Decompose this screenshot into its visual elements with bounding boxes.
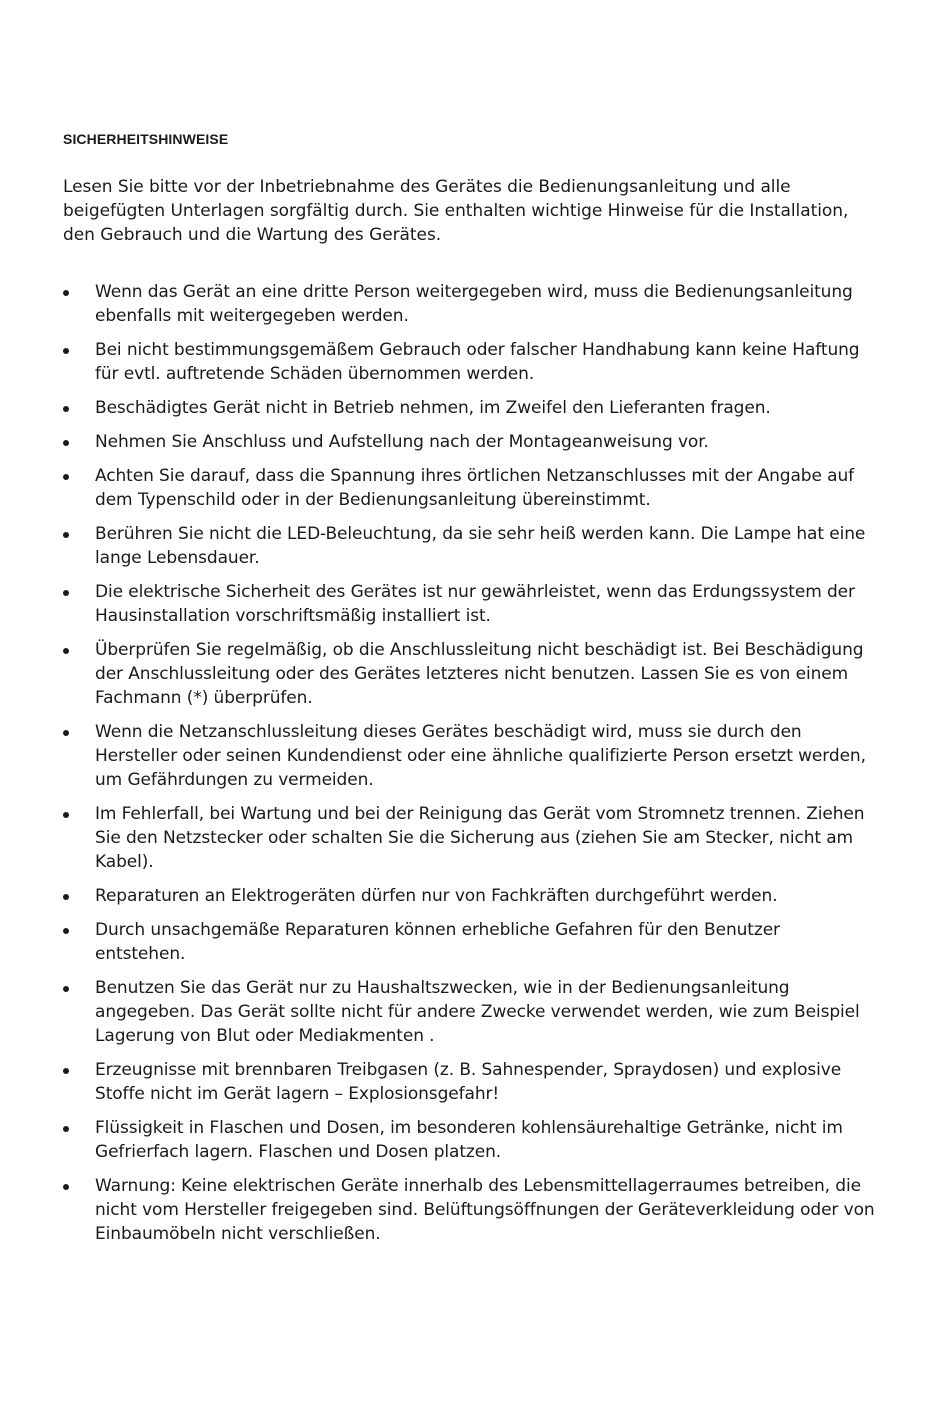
bullet-icon [63, 348, 69, 354]
list-item [63, 1174, 875, 1246]
list-item-text: Warnung: Keine elektrischen Geräte innerhalb des Lebensmittellagerraumes betreiben, die nicht vom Hersteller freigegeben sind. Belüftungsöffnungen der Geräteverkleidung oder von Einbaumöbeln nicht verschließen. [95, 1176, 875, 1244]
bullet-icon [63, 1184, 69, 1190]
list-item-text: Die elektrische Sicherheit des Gerätes ist nur gewährleistet, wenn das Erdungssystem der Hausinstallation vorschriftsmäßig installiert ist. [95, 582, 855, 626]
document-page [63, 131, 875, 1256]
list-item [63, 918, 875, 966]
list-item [63, 976, 875, 1048]
section-heading: SICHERHEITSHINWEISE [63, 131, 229, 147]
list-item [63, 638, 875, 710]
list-item-text: Achten Sie darauf, dass die Spannung ihres örtlichen Netzanschlusses mit der Angabe auf dem Typenschild oder in der Bedienungsanleitung übereinstimmt. [95, 466, 855, 510]
list-item [63, 338, 875, 386]
list-item-text: Benutzen Sie das Gerät nur zu Haushaltszwecken, wie in der Bedienungsanleitung angegeben. Das Gerät sollte nicht für andere Zwecke verwendet werden, wie zum Beispiel Lagerung von Blut oder Mediakmenten . [95, 978, 860, 1046]
list-item-text: Nehmen Sie Anschluss und Aufstellung nach der Montageanweisung vor. [95, 432, 709, 452]
list-item [63, 464, 875, 512]
list-item-text: Bei nicht bestimmungsgemäßem Gebrauch oder falscher Handhabung kann keine Haftung für evtl. auftretende Schäden übernommen werden. [95, 340, 860, 384]
list-item-text: Erzeugnisse mit brennbaren Treibgasen (z. B. Sahnespender, Spraydosen) und explosive Stoffe nicht im Gerät lagern – Explosionsgefahr! [95, 1060, 842, 1104]
bullet-icon [63, 730, 69, 736]
list-item-text: Im Fehlerfall, bei Wartung und bei der Reinigung das Gerät vom Stromnetz trennen. Ziehen Sie den Netzstecker oder schalten Sie die Sicherung aus (ziehen Sie am Stecker, nicht am Kabel). [95, 804, 865, 872]
bullet-icon [63, 532, 69, 538]
bullet-icon [63, 648, 69, 654]
bullet-icon [63, 406, 69, 412]
list-item [63, 580, 875, 628]
list-item-text: Überprüfen Sie regelmäßig, ob die Anschlussleitung nicht beschädigt ist. Bei Beschädigung der Anschlussleitung oder des Gerätes letzteres nicht benutzen. Lassen Sie es von einem Fachmann (*) überprüfen. [95, 640, 864, 708]
list-item-text: Reparaturen an Elektrogeräten dürfen nur von Fachkräften durchgeführt werden. [95, 886, 778, 906]
list-item-text: Berühren Sie nicht die LED-Beleuchtung, da sie sehr heiß werden kann. Die Lampe hat eine lange Lebensdauer. [95, 524, 866, 568]
bullet-icon [63, 894, 69, 900]
list-item-text: Beschädigtes Gerät nicht in Betrieb nehmen, im Zweifel den Lieferanten fragen. [95, 398, 771, 418]
list-item [63, 280, 875, 328]
intro-paragraph: Lesen Sie bitte vor der Inbetriebnahme des Gerätes die Bedienungsanleitung und alle beigefügten Unterlagen sorgfältig durch. Sie enthalten wichtige Hinweise für die Installation, den Gebrauch und die Wartung des Gerätes. [63, 177, 849, 245]
bullet-icon [63, 986, 69, 992]
bullet-icon [63, 290, 69, 296]
list-item [63, 522, 875, 570]
bullet-icon [63, 440, 69, 446]
bullet-icon [63, 590, 69, 596]
list-item [63, 430, 875, 454]
list-item [63, 802, 875, 874]
list-item-text: Wenn die Netzanschlussleitung dieses Gerätes beschädigt wird, muss sie durch den Hersteller oder seinen Kundendienst oder eine ähnliche qualifizierte Person ersetzt werden, um Gefährdungen zu vermeiden. [95, 722, 866, 790]
bullet-icon [63, 1126, 69, 1132]
list-item-text: Wenn das Gerät an eine dritte Person weitergegeben wird, muss die Bedienungsanleitung ebenfalls mit weitergegeben werden. [95, 282, 853, 326]
bullet-icon [63, 812, 69, 818]
bullet-icon [63, 928, 69, 934]
list-item [63, 1058, 875, 1106]
list-item [63, 1116, 875, 1164]
bullet-icon [63, 474, 69, 480]
list-item-text: Flüssigkeit in Flaschen und Dosen, im besonderen kohlensäurehaltige Getränke, nicht im Gefrierfach lagern. Flaschen und Dosen platzen. [95, 1118, 843, 1162]
bullet-icon [63, 1068, 69, 1074]
safety-bullet-list [63, 280, 875, 1246]
list-item [63, 884, 875, 908]
list-item [63, 720, 875, 792]
list-item [63, 396, 875, 420]
list-item-text: Durch unsachgemäße Reparaturen können erhebliche Gefahren für den Benutzer entstehen. [95, 920, 780, 964]
